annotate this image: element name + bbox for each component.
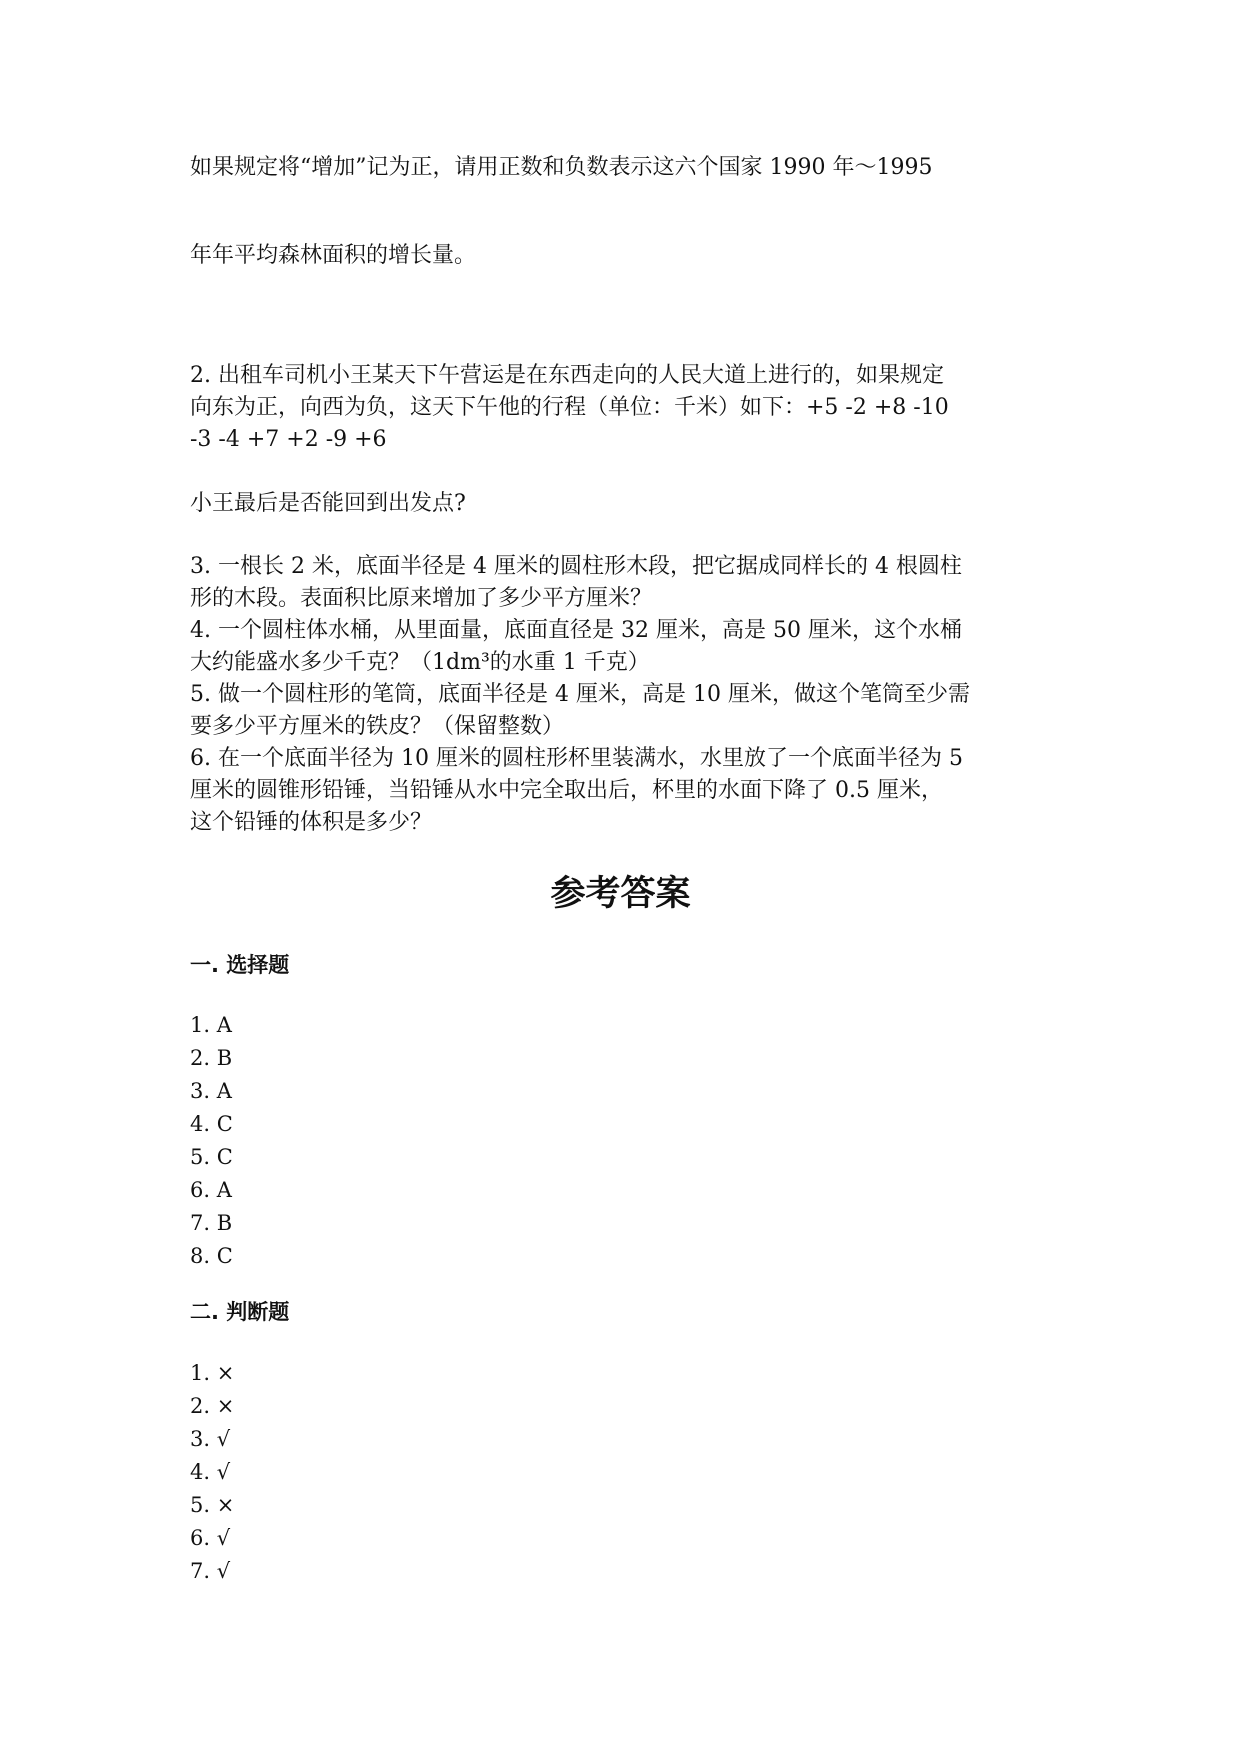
answer-item: 1. A xyxy=(190,1013,232,1037)
question-4-line-1: 4. 一个圆柱体水桶，从里面量，底面直径是 32 厘米，高是 50 厘米，这个水桶 xyxy=(190,618,962,643)
question-4-line-2: 大约能盛水多少千克？（1dm³的水重 1 千克） xyxy=(190,650,650,675)
question-2-prompt: 小王最后是否能回到出发点? xyxy=(190,491,466,516)
question-6-line-2: 厘米的圆锥形铅锤，当铅锤从水中完全取出后，杯里的水面下降了 0.5 厘米， xyxy=(190,778,943,803)
answer-item: 7. B xyxy=(190,1211,233,1235)
answer-key-title: 参考答案 xyxy=(550,874,691,914)
section-heading-choice: 一. 选择题 xyxy=(190,953,290,977)
question-5-line-2: 要多少平方厘米的铁皮？（保留整数） xyxy=(190,714,565,739)
question-6-line-3: 这个铅锤的体积是多少？ xyxy=(190,810,433,835)
answer-item: 1. × xyxy=(190,1361,235,1385)
question-2-line-1: 2. 出租车司机小王某天下午营运是在东西走向的人民大道上进行的，如果规定 xyxy=(190,363,944,388)
answer-item: 2. B xyxy=(190,1046,233,1070)
answer-item: 5. C xyxy=(190,1145,233,1169)
question-5-line-1: 5. 做一个圆柱形的笔筒，底面半径是 4 厘米，高是 10 厘米，做这个笔筒至少需 xyxy=(190,682,970,707)
answer-item: 4. C xyxy=(190,1112,233,1136)
question-2-line-2: 向东为正，向西为负，这天下午他的行程（单位：千米）如下：+5 -2 +8 -10 xyxy=(190,395,949,420)
intro-line-2: 年年平均森林面积的增长量。 xyxy=(190,243,477,268)
answer-item: 3. √ xyxy=(190,1427,231,1451)
answer-item: 6. A xyxy=(190,1178,232,1202)
answer-item: 5. × xyxy=(190,1493,235,1517)
answer-item: 4. √ xyxy=(190,1460,231,1484)
answer-item: 2. × xyxy=(190,1394,235,1418)
question-3-line-2: 形的木段。表面积比原来增加了多少平方厘米？ xyxy=(190,586,653,611)
question-6-line-1: 6. 在一个底面半径为 10 厘米的圆柱形杯里装满水，水里放了一个底面半径为 5 xyxy=(190,746,963,771)
choice-answers-list xyxy=(190,1011,233,1275)
answer-item: 7. √ xyxy=(190,1559,231,1583)
answer-item: 8. C xyxy=(190,1244,233,1268)
answer-item: 6. √ xyxy=(190,1526,231,1550)
question-3-line-1: 3. 一根长 2 米，底面半径是 4 厘米的圆柱形木段，把它据成同样长的 4 根圆柱 xyxy=(190,554,962,579)
question-2-line-3: -3 -4 +7 +2 -9 +6 xyxy=(190,427,387,452)
intro-line-1: 如果规定将“增加”记为正，请用正数和负数表示这六个国家 1990 年～1995 xyxy=(190,155,933,180)
judgment-answers-list xyxy=(190,1359,234,1590)
section-heading-judgment: 二. 判断题 xyxy=(190,1300,290,1324)
answer-item: 3. A xyxy=(190,1079,232,1103)
